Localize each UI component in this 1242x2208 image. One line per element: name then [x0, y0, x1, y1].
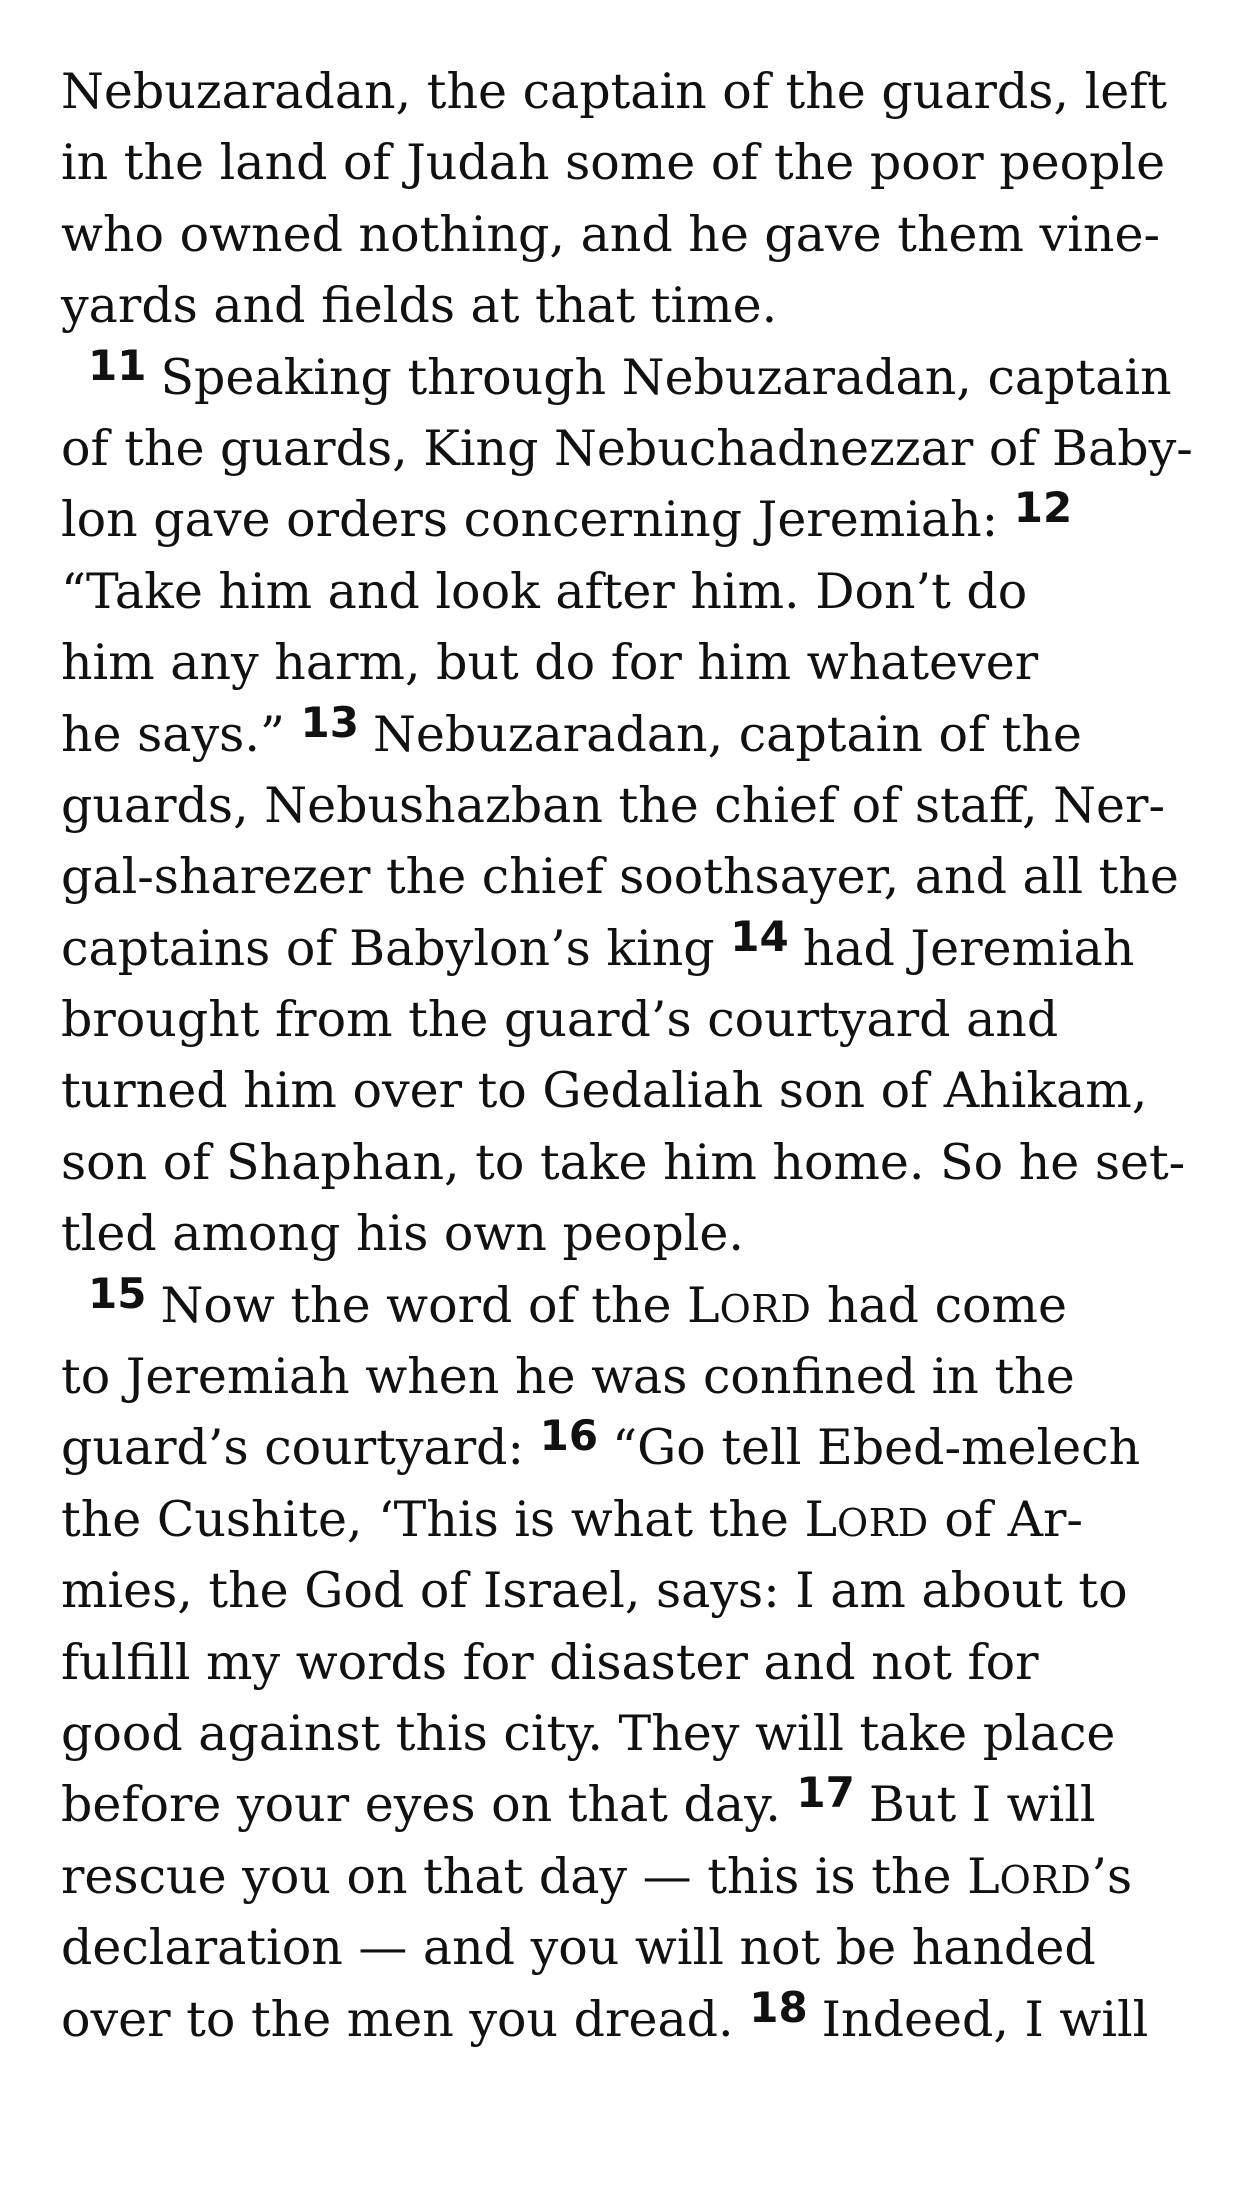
verse-text: Now the word of the — [160, 1276, 672, 1334]
scripture-passage — [61, 56, 1201, 2055]
text-line: Nebuzaradan, the captain of the guards, left — [61, 63, 1168, 120]
verse-text: rescue you on that day — this is the — [61, 1847, 952, 1905]
text-line: guards, Nebushazban the chief of staff, Ner- — [61, 776, 1166, 834]
verse-number: 13 — [300, 697, 359, 747]
verse-text: guard’s courtyard: — [61, 1419, 525, 1477]
text-line: to Jeremiah when he was confined in the — [61, 1348, 1075, 1406]
verse-text: captains of Babylon’s king — [61, 919, 715, 977]
verse-text: had come — [826, 1276, 1067, 1334]
text-line: declaration — and you will not be handed — [61, 1919, 1096, 1977]
verse-text: Indeed, I will — [821, 1990, 1149, 2048]
verse-text: he says.” — [61, 705, 285, 763]
text-line: tled among his own people. — [61, 1205, 744, 1263]
text-line: who owned nothing, and he gave them vine- — [61, 205, 1161, 263]
verse-number: 14 — [730, 911, 789, 961]
text-line: yards and fields at that time. — [61, 277, 778, 335]
verse-text: had Jeremiah — [802, 919, 1135, 977]
verse-text: Nebuzaradan, captain of the — [372, 705, 1082, 763]
text-line — [61, 342, 1201, 413]
divine-name-lord: LORD — [967, 1847, 1092, 1905]
verse-number: 15 — [88, 1268, 147, 1318]
text-line — [61, 1984, 1201, 2055]
text-line: son of Shaphan, to take him home. So he set- — [61, 1133, 1186, 1191]
text-line: in the land of Judah some of the poor people — [61, 134, 1166, 192]
text-line — [61, 1270, 1201, 1341]
text-line: “Take him and look after him. Don’t do — [61, 562, 1028, 620]
verse-text: ’s — [1091, 1847, 1133, 1905]
verse-number: 17 — [796, 1768, 855, 1818]
verse-text: lon gave orders concerning Jeremiah: — [61, 491, 999, 549]
text-line — [61, 1484, 1201, 1555]
verse-text: Speaking through Nebuzaradan, captain — [160, 348, 1172, 406]
text-line — [61, 699, 1201, 770]
verse-text: “Go tell Ebed-melech — [612, 1419, 1141, 1477]
text-line — [61, 484, 1201, 555]
text-line — [61, 1769, 1201, 1840]
verse-text: of Ar- — [944, 1490, 1083, 1548]
text-line: brought from the guard’s courtyard and — [61, 991, 1059, 1049]
text-line — [61, 913, 1201, 984]
divine-name-lord: LORD — [804, 1490, 929, 1548]
verse-text: over to the men you dread. — [61, 1990, 734, 2048]
verse-text: the Cushite, ‘This is what the — [61, 1490, 789, 1548]
text-line — [61, 1841, 1201, 1912]
verse-number: 16 — [539, 1411, 599, 1461]
verse-number: 18 — [749, 1982, 808, 2032]
text-line — [61, 1412, 1201, 1483]
text-line: fulfill my words for disaster and not for — [61, 1633, 1039, 1691]
divine-name-lord: LORD — [687, 1276, 812, 1334]
verse-text: before your eyes on that day. — [61, 1776, 781, 1834]
verse-text: But I will — [868, 1776, 1096, 1834]
text-line: turned him over to Gedaliah son of Ahikam, — [61, 1062, 1148, 1120]
text-line: mies, the God of Israel, says: I am about to — [61, 1562, 1128, 1620]
text-line: gal-sharezer the chief soothsayer, and all the — [61, 848, 1179, 906]
text-line: good against this city. They will take place — [61, 1704, 1116, 1762]
text-line: him any harm, but do for him whatever — [61, 634, 1039, 692]
text-line: of the guards, King Nebuchadnezzar of Baby- — [61, 419, 1193, 477]
verse-number: 11 — [88, 340, 147, 390]
verse-number: 12 — [1013, 483, 1073, 533]
